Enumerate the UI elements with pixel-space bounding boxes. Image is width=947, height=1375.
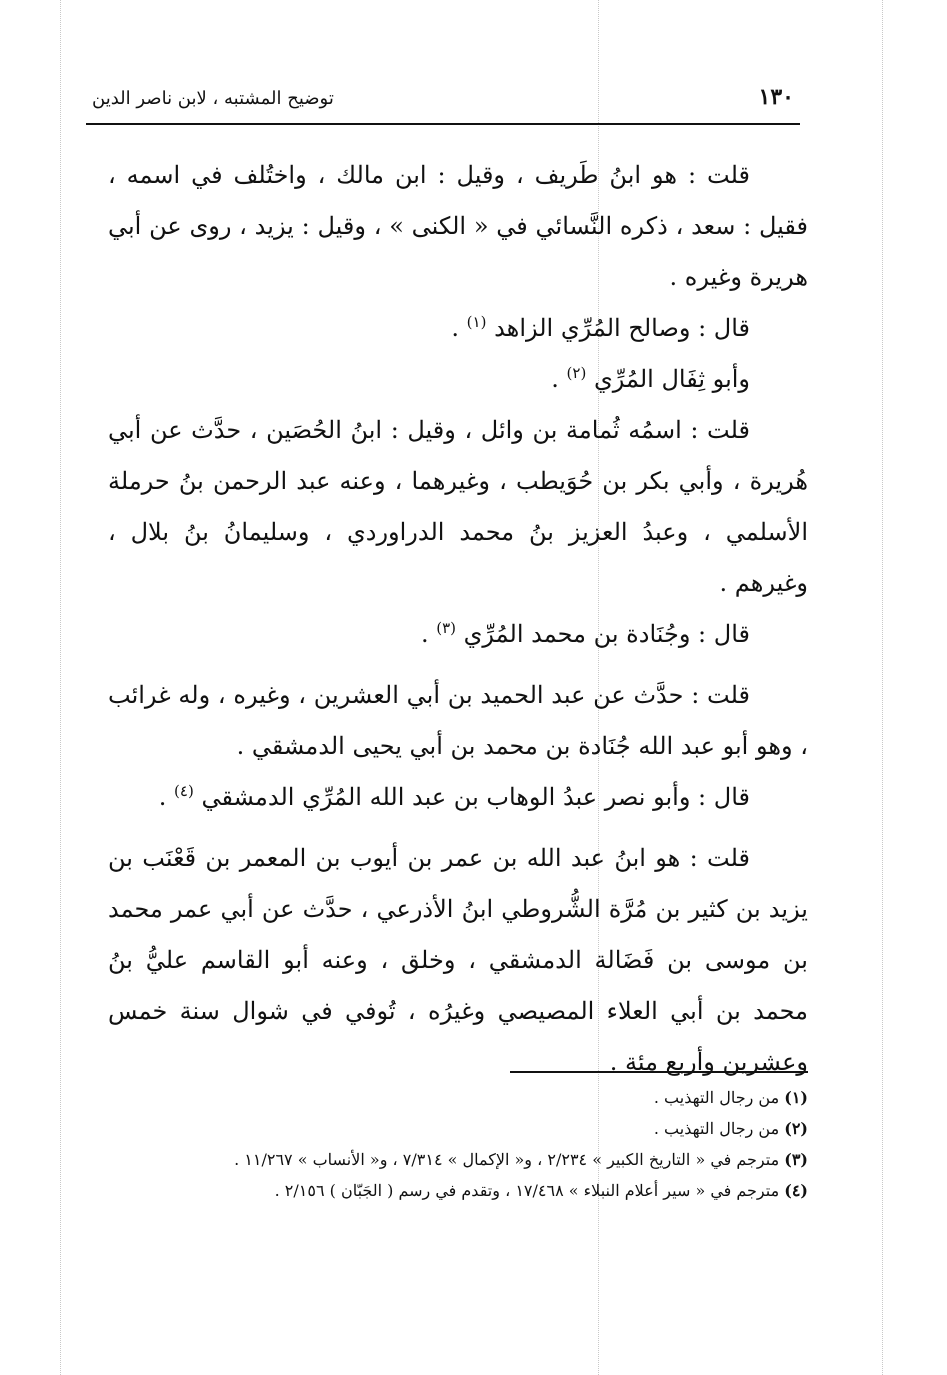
entry-end: . xyxy=(158,783,175,811)
footnote-ref: (٢) xyxy=(566,364,587,382)
paragraph xyxy=(108,609,808,660)
footnote-text: من رجال التهذيب . xyxy=(653,1088,780,1107)
footnote-number: (٢) xyxy=(784,1119,808,1138)
footnote-number: (١) xyxy=(784,1088,808,1107)
scan-artifact-line xyxy=(882,0,883,1375)
footnote xyxy=(108,1113,808,1144)
footnote-separator xyxy=(510,1071,808,1073)
entry-end: . xyxy=(551,365,567,393)
footnote xyxy=(108,1082,808,1113)
scan-artifact-line xyxy=(60,0,61,1375)
entry-text: قال : وصالح المُرِّي الزاهد xyxy=(494,314,750,342)
paragraph xyxy=(108,772,808,823)
footnote-ref: (١) xyxy=(466,313,487,331)
paragraph: قلت : حدَّث عن عبد الحميد بن أبي العشرين ، وغيره ، وله غرائب ، وهو أبو عبد الله جُنَادة بن محمد بن أبي يحيى الدمشقي . xyxy=(108,681,808,760)
paragraph: قلت : اسمُه ثُمامة بن وائل ، وقيل : ابنُ الحُصَين ، حدَّث عن أبي هُريرة ، وأبي بكر بن حُوَيطب ، وغيرهما ، وعنه عبد الرحمن بنُ حرملة الأسلمي ، وعبدُ العزيز بنُ محمد الدراوردي ، وسليمانُ بنُ بلال ، وغيرهم . xyxy=(108,416,808,597)
entry-text: وأبو ثِفَال المُرِّي xyxy=(593,365,750,393)
running-title: توضيح المشتبه ، لابن ناصر الدين xyxy=(92,88,334,109)
footnote-text: من رجال التهذيب . xyxy=(653,1119,780,1138)
footnote-ref: (٣) xyxy=(436,619,456,637)
footnote-text: مترجم في « سير أعلام النبلاء » ١٧/٤٦٨ ، وتقدم في رسم ( الجَبّان ) ٢/١٥٦ . xyxy=(274,1181,780,1200)
footnotes xyxy=(108,1082,808,1206)
main-text xyxy=(108,150,808,1088)
page-number: ١٣٠ xyxy=(758,84,794,110)
footnote-number: (٤) xyxy=(784,1181,808,1200)
entry-end: . xyxy=(420,620,437,648)
entry-text: قال : وجُنَادة بن محمد المُرِّي xyxy=(463,620,750,648)
footnote xyxy=(108,1144,808,1175)
paragraph: قلت : هو ابنُ طَريف ، وقيل : ابن مالك ، واختُلف في اسمه ، فقيل : سعد ، ذكره النَّسائي في « الكنى » ، وقيل : يزيد ، روى عن أبي هريرة وغيره . xyxy=(108,161,808,291)
page-header xyxy=(88,78,798,120)
footnote-text: مترجم في « التاريخ الكبير » ٢/٢٣٤ ، و« الإكمال » ٧/٣١٤ ، و« الأنساب » ١١/٢٦٧ . xyxy=(234,1150,780,1169)
paragraph xyxy=(108,354,808,405)
paragraph xyxy=(108,303,808,354)
paragraph: قلت : هو ابنُ عبد الله بن عمر بن أيوب بن المعمر بن قَعْنَب بن يزيد بن كثير بن مُرَّة الشُّروطي ابنُ الأذرعي ، حدَّث عن أبي عمر محمد بن موسى بن فَضَالة الدمشقي ، وخلق ، وعنه أبو القاسم عليُّ بنُ محمد بن أبي العلاء المصيصي وغيرُه ، تُوفي في شوال سنة خمس وعشرين وأربع مئة . xyxy=(108,844,809,1076)
footnote-ref: (٤) xyxy=(174,782,194,800)
footnote xyxy=(108,1175,808,1206)
footnote-number: (٣) xyxy=(784,1150,808,1169)
entry-text: قال : وأبو نصر عبدُ الوهاب بن عبد الله المُرِّي الدمشقي xyxy=(201,783,750,811)
header-rule xyxy=(86,123,800,125)
entry-end: . xyxy=(451,314,467,342)
